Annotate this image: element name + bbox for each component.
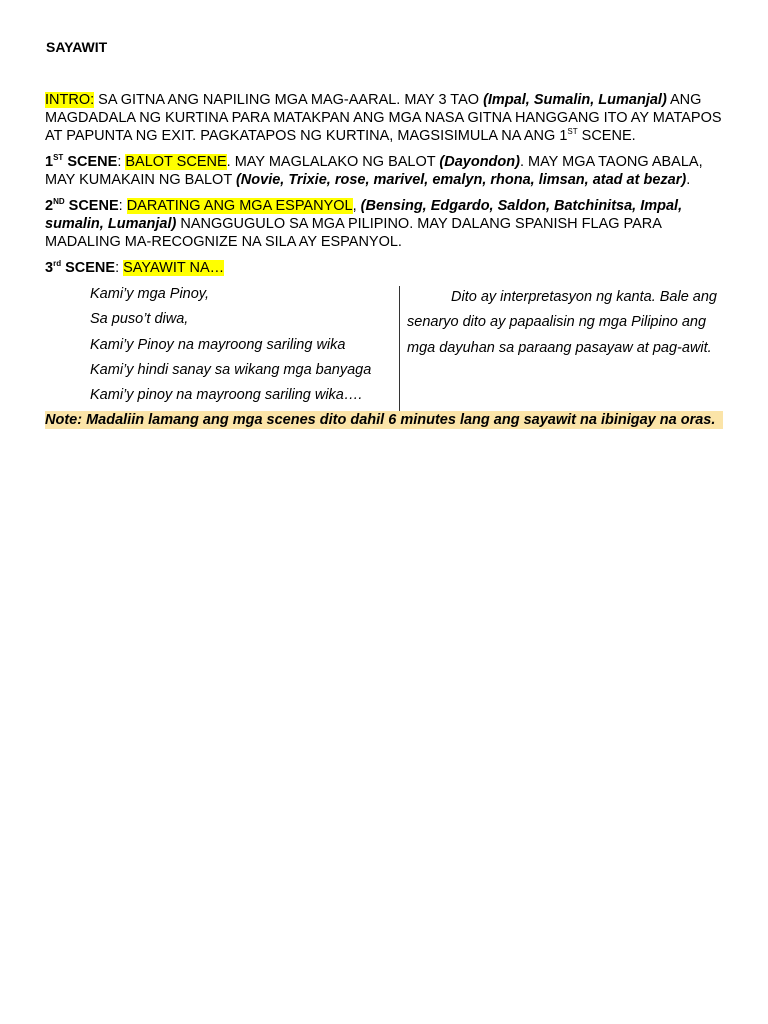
- scene1-text-3: .: [686, 172, 691, 188]
- scene2-text-1: ,: [352, 198, 361, 214]
- lyric-line: Kami’y pinoy na mayroong sariling wika….: [90, 387, 363, 404]
- scene2-num: 2: [45, 198, 54, 214]
- scene3-num: 3: [45, 260, 54, 276]
- lyric-line: Kami’y hindi sanay sa wikang mga banyaga: [90, 361, 372, 378]
- intro-sup: ST: [567, 127, 578, 136]
- scene3-paragraph: [45, 259, 725, 277]
- intro-text-2: ANG MAGDADALA NG KURTINA PARA MATAKPAN ANG MGA NASA GITNA HANGGANG ITO AY MATAPOS AT PAPUNTA NG EXIT. PAGKATAPOS NG KURTINA, MAGSISIMULA NA ANG 1: [45, 92, 722, 144]
- scene2-colon: :: [118, 198, 127, 214]
- scene1-title: BALOT SCENE: [125, 154, 227, 170]
- scene1-names-1: (Dayondon): [439, 154, 520, 170]
- scene2-sup: ND: [53, 197, 65, 206]
- intro-text-1: SA GITNA ANG NAPILING MGA MAG-AARAL. MAY 3 TAO: [94, 92, 484, 108]
- lyrics-column: [90, 285, 371, 411]
- scene1-names-2: (Novie, Trixie, rose, marivel, emalyn, rhona, limsan, atad at bezar): [235, 172, 687, 188]
- scene1-paragraph: [45, 153, 725, 189]
- scene1-num: 1: [45, 154, 54, 170]
- scene1-label: SCENE: [63, 154, 118, 170]
- scene3-sup: rd: [53, 259, 62, 268]
- scene3-label: SCENE: [61, 260, 116, 276]
- document-title: SAYAWIT: [46, 39, 108, 55]
- lyric-line: Sa puso’t diwa,: [90, 311, 189, 328]
- interpretation-column: [407, 285, 725, 361]
- intro-text-3: SCENE.: [577, 128, 636, 144]
- scene2-names: (Bensing, Edgardo, Saldon, Batchinitsa, Impal, sumalin, Lumanjal): [45, 198, 683, 232]
- note-line: Note: Madaliin lamang ang mga scenes dito dahil 6 minutes lang ang sayawit na ibinigay na oras.: [45, 411, 723, 429]
- scene1-colon: :: [117, 154, 126, 170]
- scene2-text-2: NANGGUGULO SA MGA PILIPINO. MAY DALANG SPANISH FLAG PARA MADALING MA-RECOGNIZE NA SILA AY ESPANYOL.: [45, 216, 662, 250]
- intro-paragraph: [45, 91, 725, 145]
- scene2-paragraph: [45, 197, 725, 251]
- scene1-text-1: . MAY MAGLALAKO NG BALOT: [226, 154, 440, 170]
- scene1-sup: ST: [53, 153, 64, 162]
- scene3-title: SAYAWIT NA…: [123, 260, 225, 276]
- scene2-label: SCENE: [64, 198, 119, 214]
- intro-names: (Impal, Sumalin, Lumanjal): [483, 92, 667, 108]
- interpretation-text: Dito ay interpretasyon ng kanta. Bale ang senaryo dito ay papaalisin ng mga Pilipino ang mga dayuhan sa paraang pasayaw at pag-awit.: [407, 289, 717, 356]
- intro-label: INTRO:: [45, 92, 95, 108]
- scene3-colon: :: [115, 260, 124, 276]
- column-divider: [399, 286, 400, 414]
- lyric-line: Kami’y Pinoy na mayroong sariling wika: [90, 336, 346, 353]
- lyric-line: Kami’y mga Pinoy,: [90, 286, 209, 302]
- scene1-text-2: . MAY MGA TAONG ABALA, MAY KUMAKAIN NG BALOT: [45, 154, 703, 188]
- scene2-title: DARATING ANG MGA ESPANYOL: [126, 198, 353, 214]
